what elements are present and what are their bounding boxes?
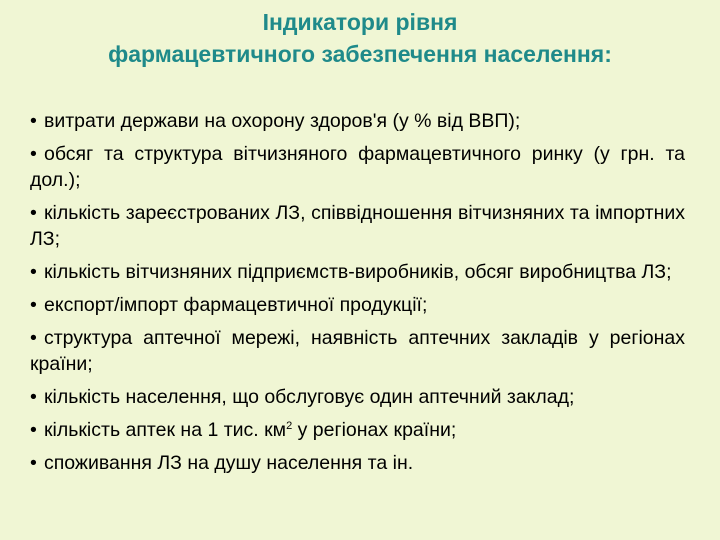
list-item [30, 259, 685, 285]
bullet-icon: • [30, 202, 37, 224]
list-item [30, 292, 685, 318]
list-item-text: обсяг та структура вітчизняного фармацевтичного ринку (у грн. та дол.); [30, 143, 685, 191]
list-item-text: кількість населення, що обслуговує один аптечний заклад; [44, 386, 575, 408]
title-line-1: Індикатори рівня [262, 9, 458, 35]
bullet-icon: • [30, 327, 37, 349]
indicator-list [30, 108, 685, 476]
list-item-text: витрати держави на охорону здоров'я (у % від ВВП); [44, 110, 521, 132]
bullet-icon: • [30, 294, 37, 316]
list-item-text: експорт/імпорт фармацевтичної продукції; [44, 294, 428, 316]
bullet-icon: • [30, 261, 37, 283]
list-item [30, 325, 685, 377]
list-item-text-after: у регіонах країни; [292, 419, 457, 441]
list-item [30, 108, 685, 134]
slide-title [0, 6, 720, 70]
list-item [30, 141, 685, 193]
bullet-icon: • [30, 419, 37, 441]
list-item-text: кількість зареєстрованих ЛЗ, співвідношення вітчизняних та імпортних ЛЗ; [30, 202, 685, 250]
bullet-icon: • [30, 452, 37, 474]
superscript-2: 2 [286, 420, 293, 432]
list-item-text: споживання ЛЗ на душу населення та ін. [44, 452, 414, 474]
list-item-text: структура аптечної мережі, наявність аптечних закладів у регіонах країни; [30, 327, 685, 375]
list-item [30, 200, 685, 252]
list-item-text-before: кількість аптек на 1 тис. км [44, 419, 287, 441]
list-item [30, 417, 685, 443]
list-item-text: кількість вітчизняних підприємств-виробників, обсяг виробництва ЛЗ; [44, 261, 672, 283]
bullet-icon: • [30, 143, 37, 165]
list-item [30, 384, 685, 410]
bullet-icon: • [30, 386, 37, 408]
title-line-2: фармацевтичного забезпечення населення: [108, 41, 612, 67]
list-item [30, 450, 685, 476]
bullet-icon: • [30, 110, 37, 132]
